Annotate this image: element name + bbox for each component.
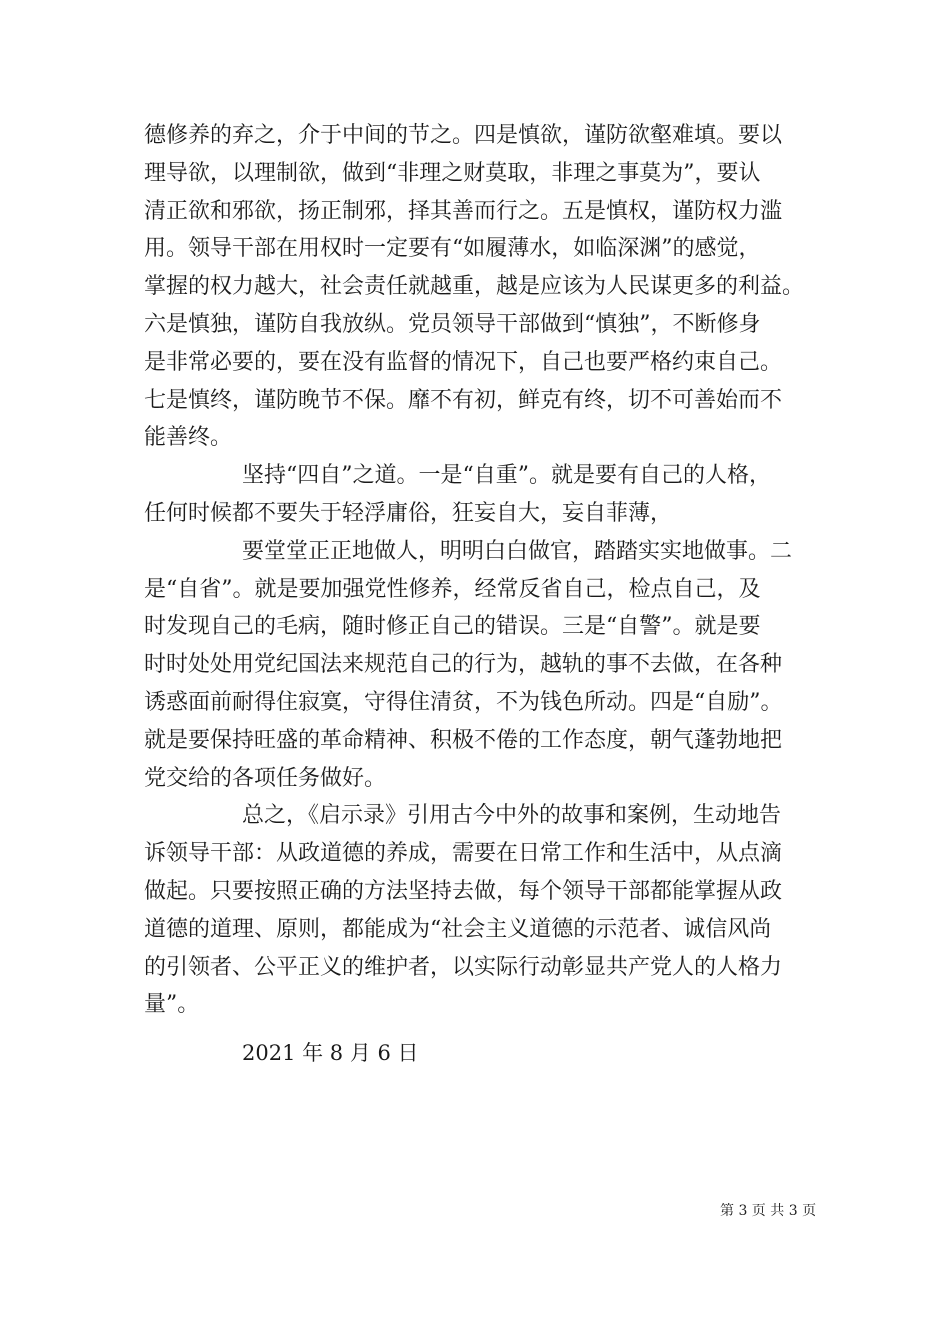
- text-line: 党交给的各项任务做好。: [144, 765, 387, 791]
- text-line: 清正欲和邪欲，扬正制邪，择其善而行之。五是慎权，谨防权力滥: [144, 198, 783, 224]
- text-line: 时时处处用党纪国法来规范自己的行为，越轨的事不去做，在各种: [144, 652, 783, 678]
- text-line: 理导欲，以理制欲，做到“非理之财莫取，非理之事莫为”，要认: [144, 160, 761, 186]
- text-line: 诱惑面前耐得住寂寞，守得住清贫，不为钱色所动。四是“自励”。: [144, 689, 783, 715]
- text-line: 任何时候都不要失于轻浮庸俗，狂妄自大，妄自菲薄，: [144, 500, 673, 526]
- text-line: 是“自省”。就是要加强党性修养，经常反省自己，检点自己，及: [144, 576, 761, 602]
- text-line: 的引领者、公平正义的维护者，以实际行动彰显共产党人的人格力: [144, 954, 783, 980]
- text-line: 六是慎独，谨防自我放纵。党员领导干部做到“慎独”，不断修身: [144, 311, 761, 337]
- text-line: 掌握的权力越大，社会责任就越重，越是应该为人民谋更多的利益。: [144, 274, 805, 300]
- text-line: 总之，《启示录》引用古今中外的故事和案例，生动地告: [242, 803, 782, 829]
- text-line: 道德的道理、原则，都能成为“社会主义道德的示范者、诚信风尚: [144, 916, 772, 942]
- text-line: 德修养的弃之，介于中间的节之。四是慎欲，谨防欲壑难填。要以: [144, 123, 783, 148]
- text-line: 量”。: [144, 992, 200, 1018]
- text-line: 能善终。: [144, 425, 233, 451]
- text-line: 用。领导干部在用权时一定要有“如履薄水，如临深渊”的感觉，: [144, 236, 761, 262]
- text-line: 时发现自己的毛病，随时修正自己的错误。三是“自警”。就是要: [144, 614, 761, 640]
- text-line: 是非常必要的，要在没有监督的情况下，自己也要严格约束自己。: [144, 349, 783, 375]
- document-body: [144, 117, 816, 1073]
- text-line: 七是慎终，谨防晚节不保。靡不有初，鲜克有终，切不可善始而不: [144, 387, 783, 413]
- document-date: 2021 年 8 月 6 日: [242, 1041, 419, 1066]
- page-number-footer: 第 3 页 共 3 页: [720, 1203, 817, 1219]
- text-line: 做起。只要按照正确的方法坚持去做，每个领导干部都能掌握从政: [144, 878, 783, 904]
- text-line: 坚持“四自”之道。一是“自重”。就是要有自己的人格，: [242, 463, 771, 489]
- text-line: 诉领导干部：从政道德的养成，需要在日常工作和生活中，从点滴: [144, 841, 783, 867]
- text-line: 就是要保持旺盛的革命精神、积极不倦的工作态度，朝气蓬勃地把: [144, 727, 783, 753]
- text-line: 要堂堂正正地做人，明明白白做官，踏踏实实地做事。二: [242, 538, 793, 564]
